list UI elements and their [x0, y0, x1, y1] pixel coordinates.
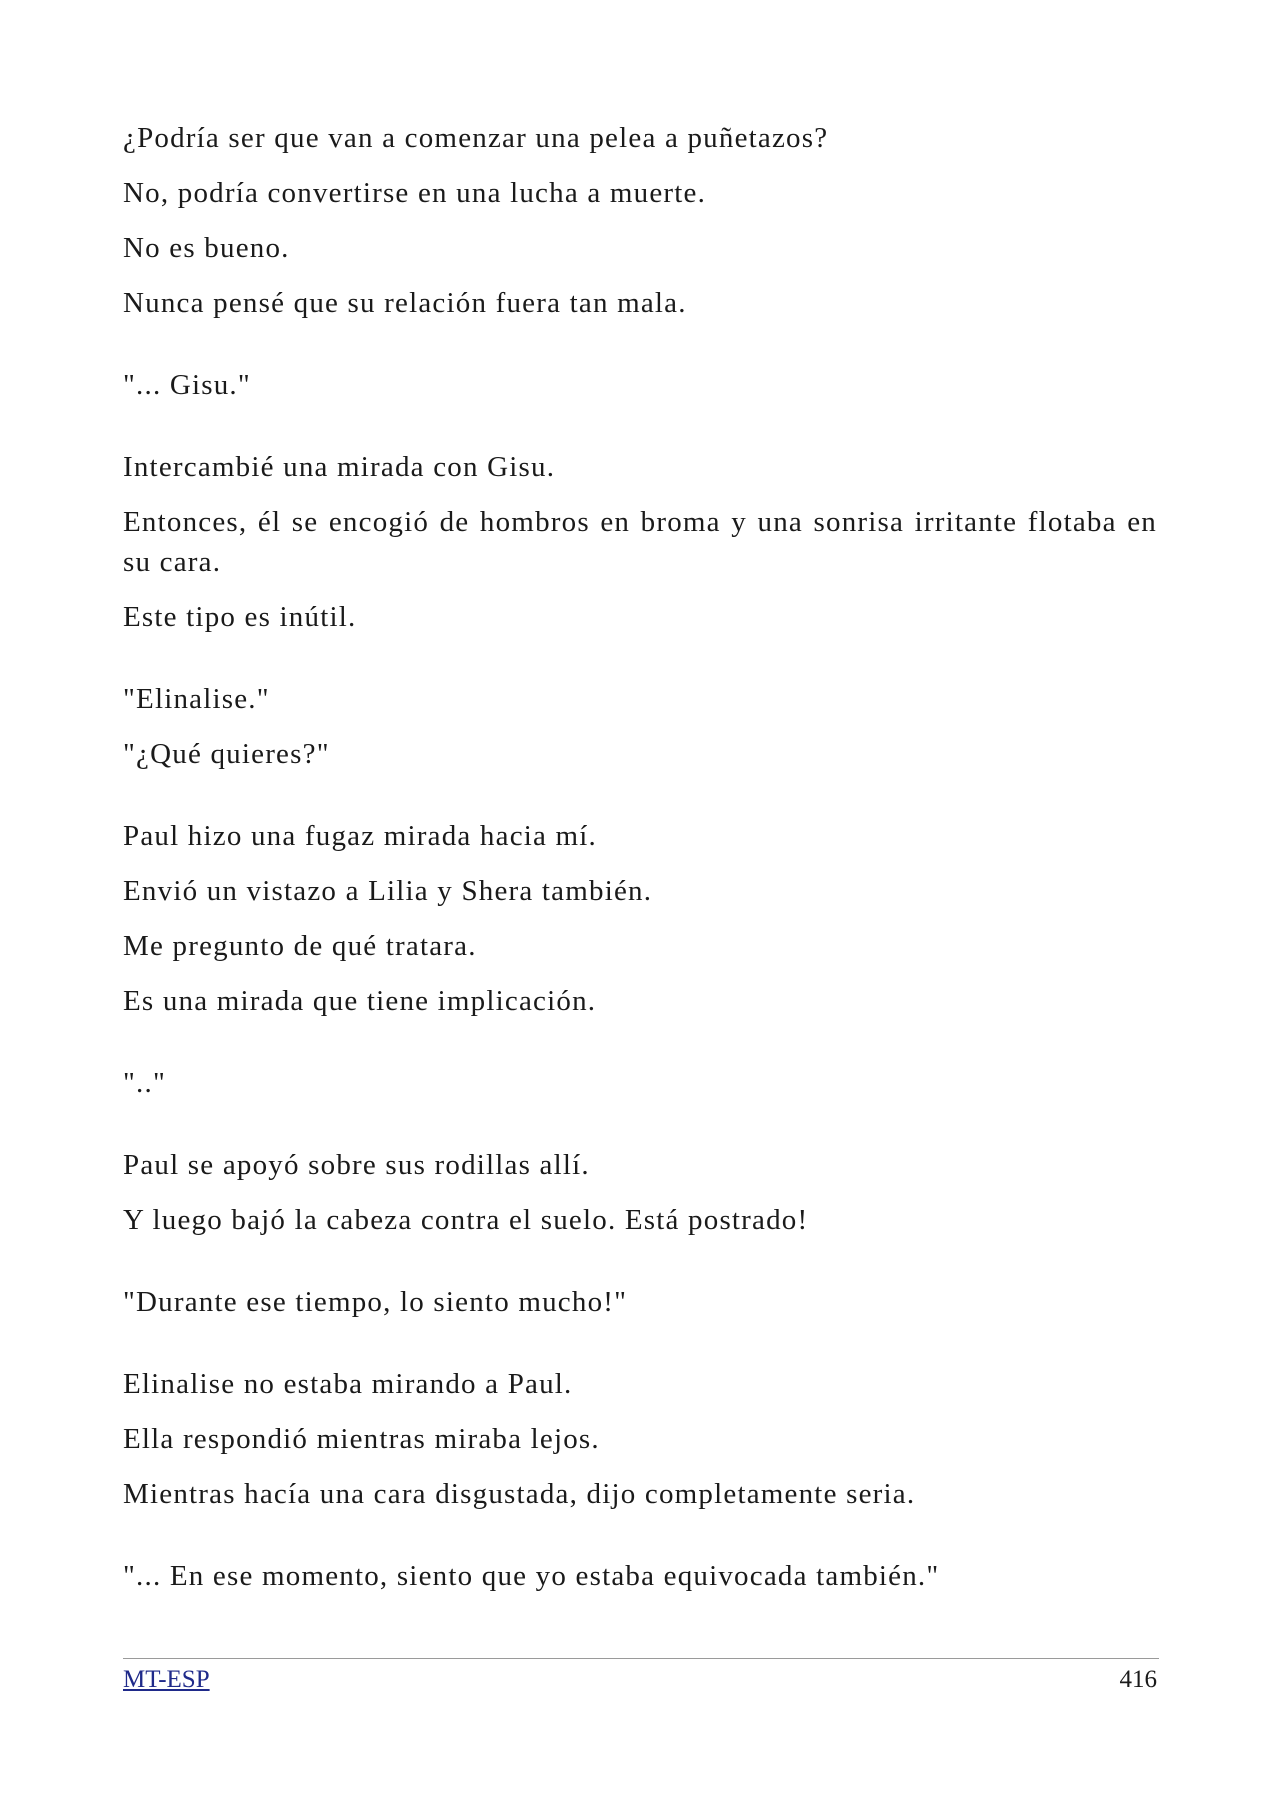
text-line: No es bueno. — [123, 232, 290, 264]
text-line: Me pregunto de qué tratara. — [123, 930, 477, 962]
dialogue-line: "Durante ese tiempo, lo siento mucho!" — [123, 1286, 628, 1318]
dialogue-line: "¿Qué quieres?" — [123, 738, 330, 770]
text-line: Elinalise no estaba mirando a Paul. — [123, 1368, 573, 1400]
dialogue-line: "... Gisu." — [123, 369, 251, 401]
text-line: Entonces, él se encogió de hombros en broma y una sonrisa irritante flotaba en su cara. — [123, 506, 1157, 578]
page-number: 416 — [1119, 1666, 1157, 1693]
text-line: Es una mirada que tiene implicación. — [123, 985, 597, 1017]
text-line: Este tipo es inútil. — [123, 601, 357, 633]
text-line: Paul hizo una fugaz mirada hacia mí. — [123, 820, 598, 852]
footer-link[interactable]: MT-ESP — [123, 1666, 210, 1693]
text-line: No, podría convertirse en una lucha a muerte. — [123, 177, 707, 209]
dialogue-line: "... En ese momento, siento que yo estaba equivocada también." — [123, 1560, 940, 1592]
document-body — [123, 118, 1157, 1611]
text-line: Intercambié una mirada con Gisu. — [123, 451, 556, 483]
dialogue-line: ".." — [123, 1067, 166, 1099]
text-line: Y luego bajó la cabeza contra el suelo. Está postrado! — [123, 1204, 809, 1236]
text-line: ¿Podría ser que van a comenzar una pelea a puñetazos? — [123, 122, 829, 154]
text-line: Ella respondió mientras miraba lejos. — [123, 1423, 600, 1455]
text-line: Paul se apoyó sobre sus rodillas allí. — [123, 1149, 590, 1181]
text-line: Mientras hacía una cara disgustada, dijo completamente seria. — [123, 1478, 916, 1510]
dialogue-line: "Elinalise." — [123, 683, 270, 715]
text-line: Envió un vistazo a Lilia y Shera también. — [123, 875, 653, 907]
page-footer — [123, 1658, 1159, 1695]
text-line: Nunca pensé que su relación fuera tan mala. — [123, 287, 687, 319]
